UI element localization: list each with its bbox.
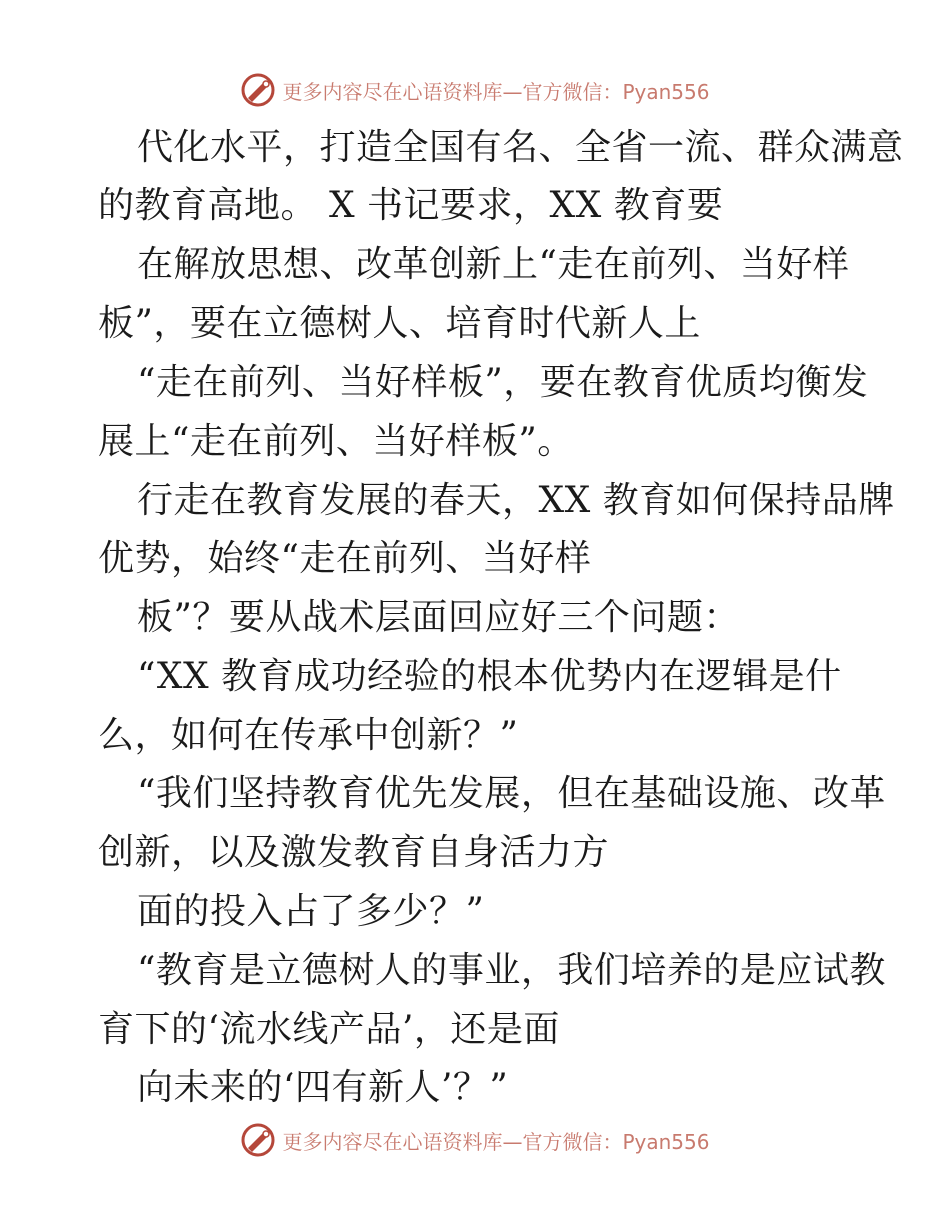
body-line: “教育是立德树人的事业，我们培养的是应试教 bbox=[137, 950, 886, 991]
footer-banner bbox=[0, 1120, 950, 1160]
body-line: 面的投入占了多少？” bbox=[137, 891, 485, 932]
header-banner-text: 更多内容尽在心语资料库—官方微信：Pyan556 bbox=[282, 79, 710, 104]
body-line: 代化水平，打造全国有名、全省一流、群众满意 bbox=[137, 127, 904, 168]
body-line: 优势，始终“走在前列、当好样 bbox=[98, 538, 592, 579]
body-line: 板”？要从战术层面回应好三个问题： bbox=[137, 597, 740, 638]
header-banner bbox=[0, 70, 950, 110]
body-line: 育下的‘流水线产品’，还是面 bbox=[98, 1009, 560, 1050]
body-line: 的教育高地。 X 书记要求，XX 教育要 bbox=[98, 185, 724, 226]
body-line: “我们坚持教育优先发展，但在基础设施、改革 bbox=[137, 773, 886, 814]
body-line: 行走在教育发展的春天，XX 教育如何保持品牌 bbox=[137, 480, 895, 521]
footer-banner-text: 更多内容尽在心语资料库—官方微信：Pyan556 bbox=[282, 1129, 710, 1154]
body-line: 在解放思想、改革创新上“走在前列、当好样 bbox=[137, 244, 850, 285]
body-line: 么，如何在传承中创新？” bbox=[98, 715, 519, 756]
body-line: 向未来的‘四有新人’？” bbox=[137, 1067, 509, 1108]
body-line: 创新，以及激发教育自身活力方 bbox=[98, 832, 610, 873]
body-line: “XX 教育成功经验的根本优势内在逻辑是什 bbox=[137, 656, 842, 697]
logo-icon bbox=[240, 72, 276, 108]
logo-icon bbox=[240, 1122, 276, 1158]
body-line: “走在前列、当好样板”，要在教育优质均衡发 bbox=[137, 362, 869, 403]
body-line: 展上“走在前列、当好样板”。 bbox=[98, 421, 574, 462]
body-line: 板”，要在立德树人、培育时代新人上 bbox=[98, 303, 701, 344]
